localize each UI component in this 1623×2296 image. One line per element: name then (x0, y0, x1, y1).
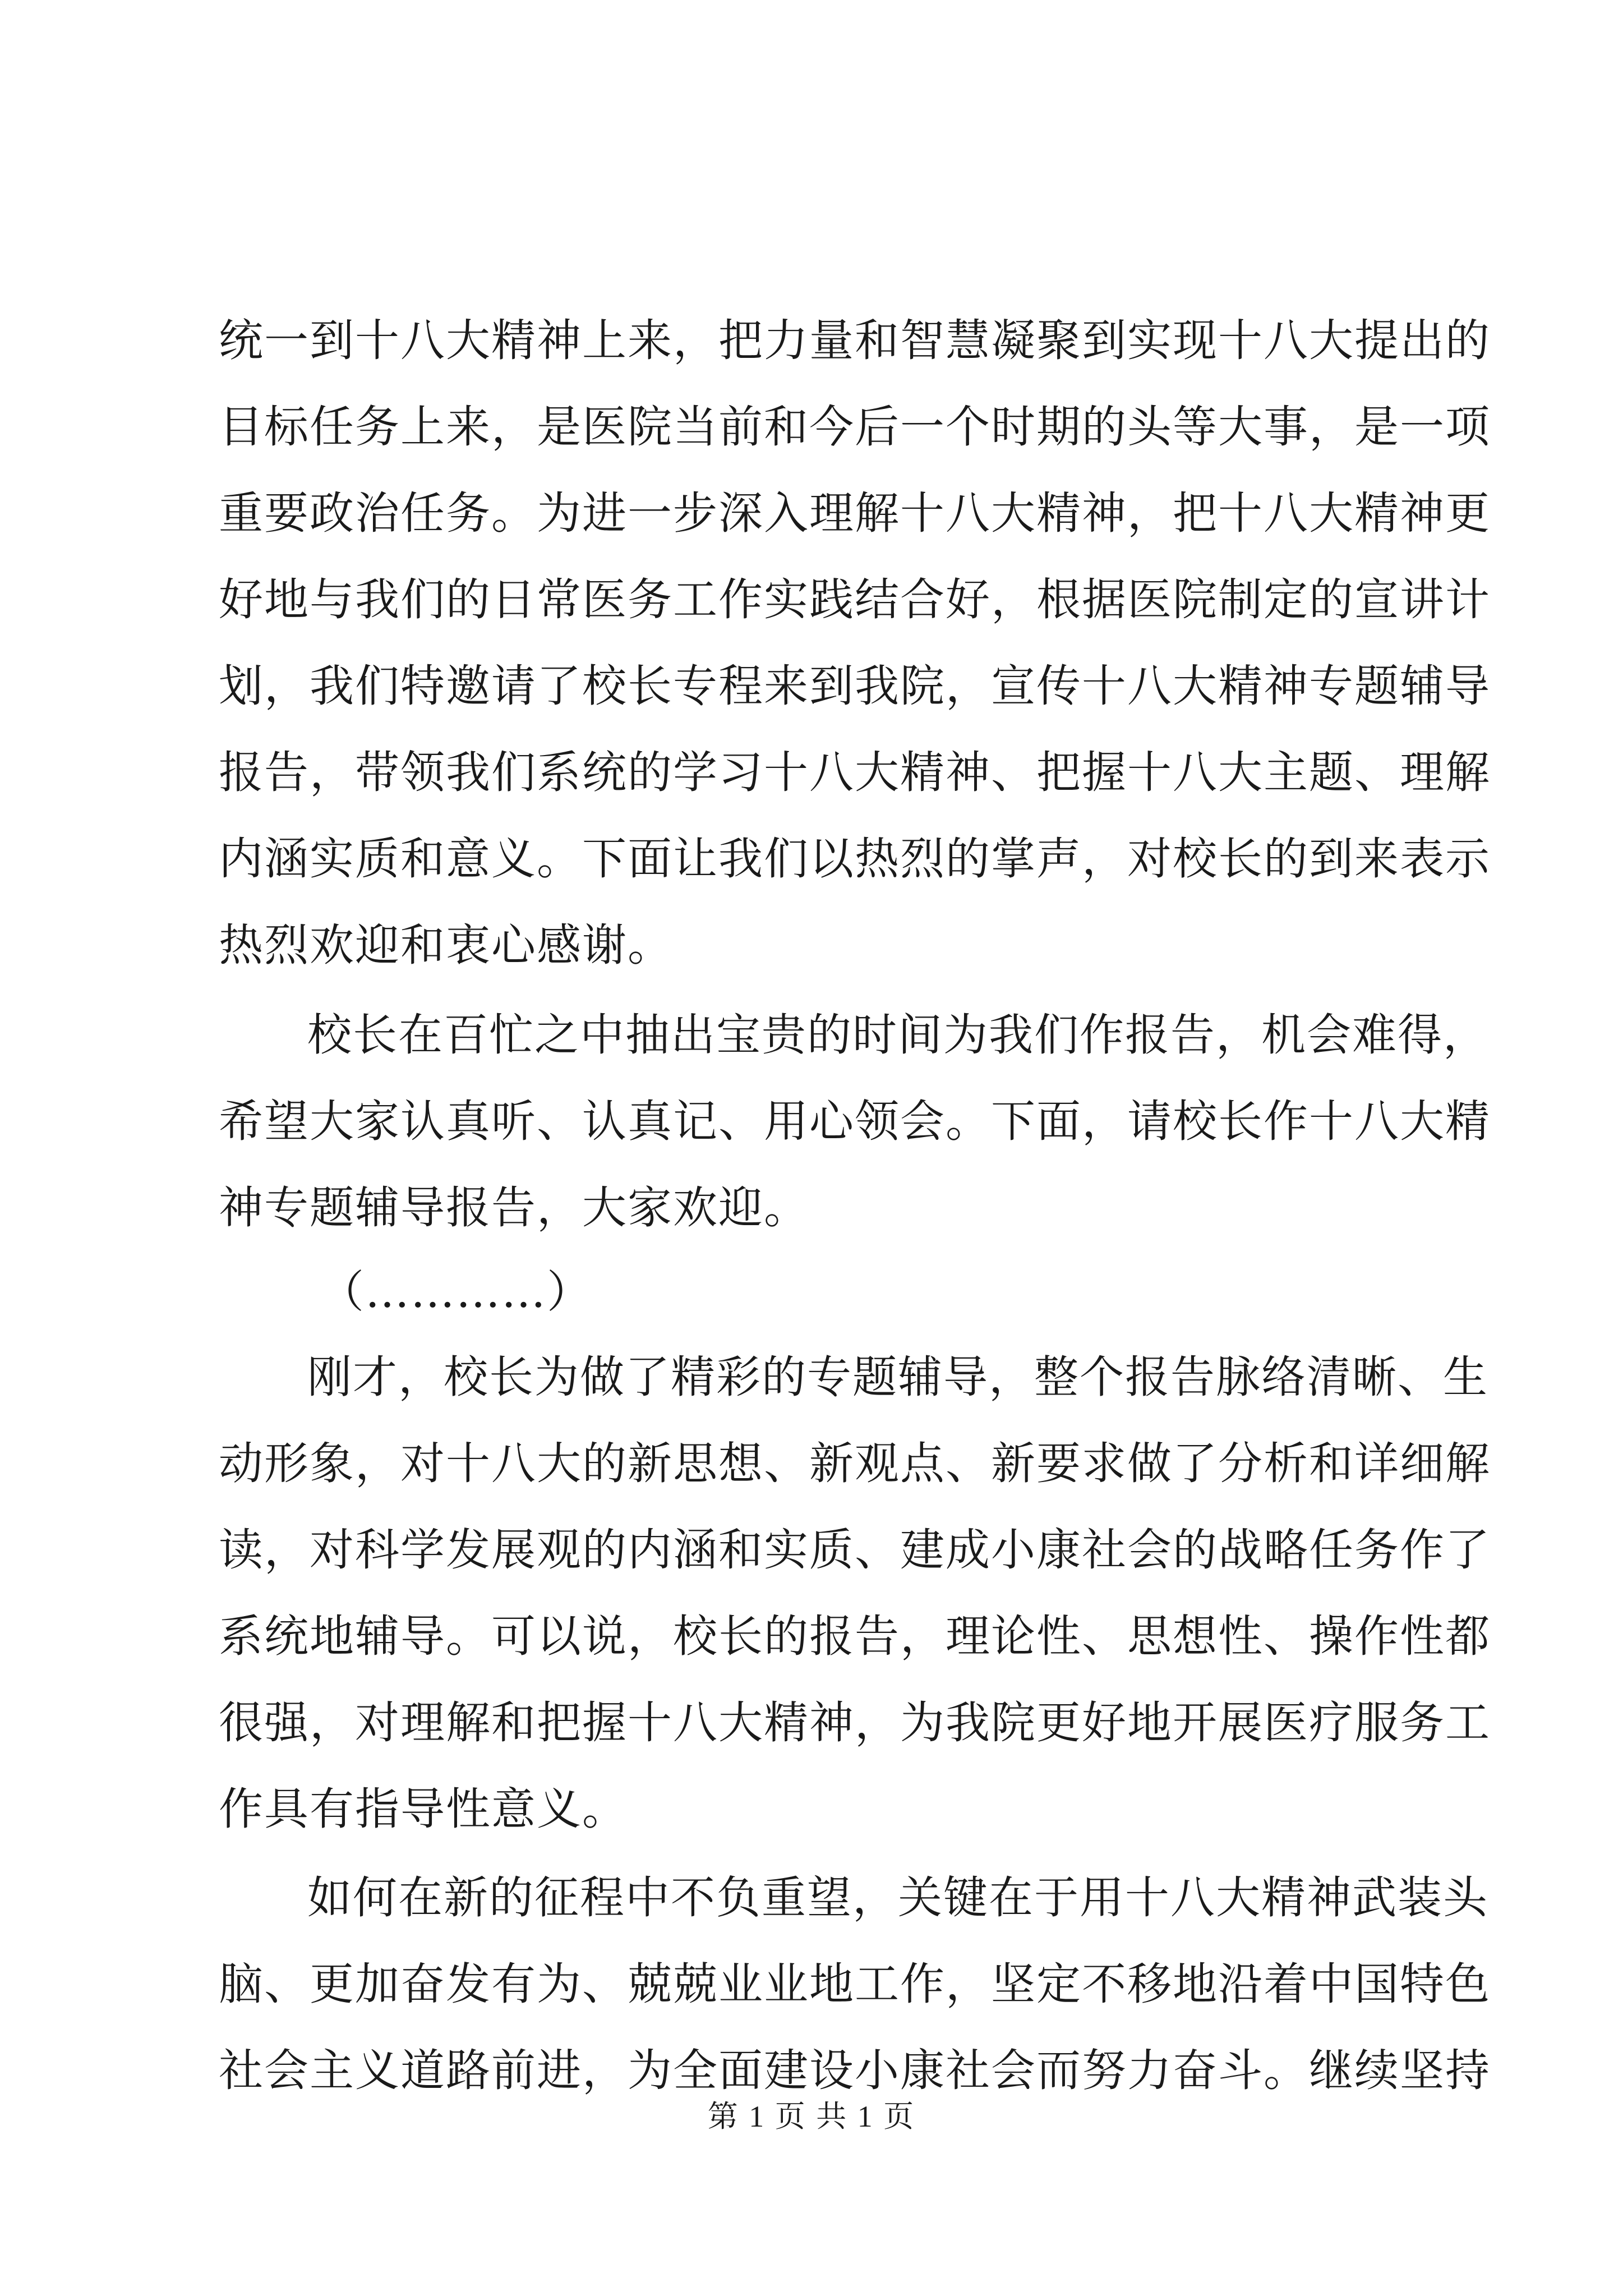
body-text-line: 很强，对理解和把握十八大精神，为我院更好地开展医疗服务工 (219, 1697, 1491, 1749)
body-text-line: 内涵实质和意义。下面让我们以热烈的掌声，对校长的到来表示 (219, 833, 1491, 885)
body-text-line: 脑、更加奋发有为、兢兢业业地工作，坚定不移地沿着中国特色 (219, 1958, 1491, 2010)
body-text-line: 热烈欢迎和衷心感谢。 (219, 919, 673, 971)
paragraph-first-line: 刚才，校长为做了精彩的专题辅导，整个报告脉络清晰、生 (307, 1351, 1488, 1403)
body-text-line: 动形象，对十八大的新思想、新观点、新要求做了分析和详细解 (219, 1438, 1491, 1489)
body-text-line: 报告，带领我们系统的学习十八大精神、把握十八大主题、理解 (219, 747, 1491, 798)
body-text-line: 系统地辅导。可以说，校长的报告，理论性、思想性、操作性都 (219, 1611, 1491, 1662)
paragraph-first-line: 校长在百忙之中抽出宝贵的时间为我们作报告，机会难得， (307, 1009, 1488, 1061)
paragraph-first-line: 如何在新的征程中不负重望，关键在于用十八大精神武装头 (307, 1872, 1488, 1924)
body-text-line: 重要政治任务。为进一步深入理解十八大精神，把十八大精神更 (219, 487, 1491, 539)
body-text-line: 目标任务上来，是医院当前和今后一个时期的头等大事，是一项 (219, 401, 1491, 453)
page-number-footer: 第 1 页 共 1 页 (707, 2100, 916, 2133)
body-text-line: 读，对科学发展观的内涵和实质、建成小康社会的战略任务作了 (219, 1524, 1491, 1576)
body-text-line: 作具有指导性意义。 (219, 1783, 628, 1835)
body-text-line: 神专题辅导报告，大家欢迎。 (219, 1182, 809, 1234)
body-text-line: 希望大家认真听、认真记、用心领会。下面，请校长作十八大精 (219, 1096, 1491, 1147)
body-text-line: 社会主义道路前进，为全面建设小康社会而努力奋斗。继续坚持 (219, 2045, 1491, 2096)
omission-marker: （…………） (320, 1266, 592, 1318)
body-text-line: 好地与我们的日常医务工作实践结合好，根据医院制定的宣讲计 (219, 574, 1491, 625)
body-text-line: 划，我们特邀请了校长专程来到我院，宣传十八大精神专题辅导 (219, 660, 1491, 712)
body-text-line: 统一到十八大精神上来，把力量和智慧凝聚到实现十八大提出的 (219, 315, 1491, 366)
